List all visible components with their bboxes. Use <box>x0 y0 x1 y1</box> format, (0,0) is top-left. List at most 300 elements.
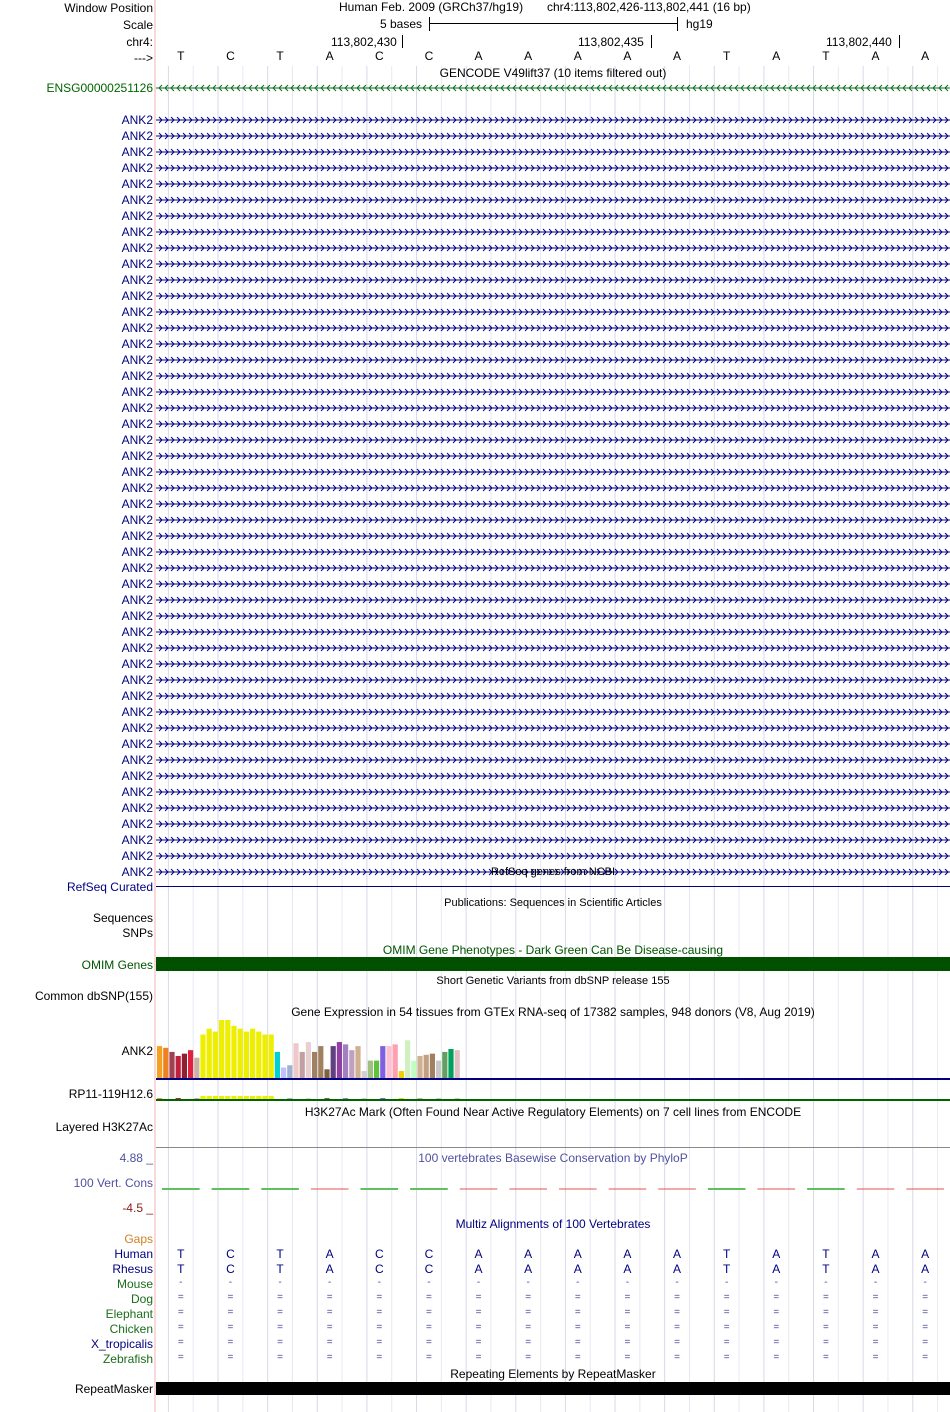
ank2-label[interactable]: ANK2 <box>121 769 153 783</box>
repeatmasker-label[interactable]: RepeatMasker <box>74 1382 153 1396</box>
alignment-base: = <box>773 1337 780 1348</box>
gtex-bar[interactable] <box>380 1046 385 1078</box>
alignment-base: A <box>573 1247 582 1261</box>
alignment-base: - <box>625 1277 630 1288</box>
alignment-base: T <box>276 1247 284 1261</box>
gtex-bar[interactable] <box>213 1032 218 1078</box>
alignment-base: = <box>723 1307 730 1318</box>
gtex-bar[interactable] <box>287 1065 292 1078</box>
ank2-transcript-feature[interactable] <box>156 355 950 365</box>
alignment-base: A <box>474 1262 483 1276</box>
alignment-base: - <box>278 1277 282 1288</box>
ank2-transcript-feature[interactable] <box>156 659 950 669</box>
species-label[interactable]: Rhesus <box>112 1262 153 1276</box>
omim-label[interactable]: OMIM Genes <box>81 958 153 972</box>
gtex-bar[interactable] <box>188 1050 193 1078</box>
gencode-title: GENCODE V49lift37 (10 items filtered out) <box>439 66 667 80</box>
alignment-base: C <box>374 1247 384 1261</box>
ank2-label[interactable]: ANK2 <box>121 273 153 287</box>
ank2-transcript-feature[interactable] <box>156 691 950 701</box>
ank2-transcript-feature[interactable] <box>156 163 950 173</box>
ank2-transcript-feature[interactable] <box>156 115 950 125</box>
refseq-title: RefSeq genes from NCBI <box>490 866 616 878</box>
alignment-base: = <box>624 1307 631 1318</box>
gaps-label[interactable]: Gaps <box>124 1232 153 1246</box>
ank2-transcript-feature[interactable] <box>156 451 950 461</box>
ank2-transcript-feature[interactable] <box>156 643 950 653</box>
alignment-base: - <box>824 1277 828 1288</box>
ensg-feature[interactable] <box>156 83 950 93</box>
ank2-label[interactable]: ANK2 <box>121 609 153 623</box>
window-position-label: Window Position <box>64 1 153 15</box>
ank2-transcript-feature[interactable] <box>156 211 950 221</box>
ank2-transcript-feature[interactable] <box>156 147 950 157</box>
refseq-feature[interactable] <box>156 886 950 887</box>
alignment-base: C <box>424 1247 434 1261</box>
ank2-label[interactable]: ANK2 <box>121 657 153 671</box>
alignment-base: = <box>574 1322 581 1333</box>
scale-bar <box>429 23 678 24</box>
gtex-bar-chart[interactable] <box>156 1018 950 1102</box>
ank2-transcript-feature[interactable] <box>156 371 950 381</box>
alignment-base: - <box>873 1277 878 1288</box>
ank2-label[interactable]: ANK2 <box>121 705 153 719</box>
alignment-base: = <box>525 1292 532 1303</box>
publications-snps-label[interactable]: SNPs <box>122 926 153 940</box>
ank2-label[interactable]: ANK2 <box>121 241 153 255</box>
h3k27ac-title: H3K27Ac Mark (Often Found Near Active Regulatory Elements) on 7 cell lines from ENCODE <box>304 1105 802 1119</box>
ank2-label[interactable]: ANK2 <box>121 225 153 239</box>
ank2-transcript-feature[interactable] <box>156 483 950 493</box>
alignment-base: T <box>822 1262 830 1276</box>
ank2-transcript-feature[interactable] <box>156 275 950 285</box>
gtex-bar[interactable] <box>182 1054 187 1078</box>
alignment-base: - <box>427 1277 431 1288</box>
alignment-base: = <box>326 1337 333 1348</box>
alignment-base: = <box>227 1322 234 1333</box>
alignment-base: = <box>674 1292 680 1303</box>
alignment-base: = <box>723 1337 730 1348</box>
ank2-transcript-feature[interactable] <box>156 387 950 397</box>
alignment-base: - <box>526 1277 530 1288</box>
ank2-label[interactable]: ANK2 <box>121 737 153 751</box>
gtex-bar[interactable] <box>405 1040 410 1078</box>
h3k27ac-label[interactable]: Layered H3K27Ac <box>55 1120 153 1134</box>
strand-label: ---> <box>134 51 153 65</box>
gtex-bar[interactable] <box>281 1068 286 1078</box>
gtex-bar[interactable] <box>225 1020 230 1078</box>
gtex-bar[interactable] <box>331 1046 336 1078</box>
alignment-base: = <box>177 1292 184 1303</box>
ank2-transcript-feature[interactable] <box>156 579 950 589</box>
base-letter: T <box>822 49 830 63</box>
gtex-bar[interactable] <box>318 1046 323 1078</box>
ank2-transcript-feature[interactable] <box>156 467 950 477</box>
ank2-transcript-feature[interactable] <box>156 819 950 829</box>
ank2-label[interactable]: ANK2 <box>121 689 153 703</box>
ank2-label[interactable]: ANK2 <box>121 577 153 591</box>
scale-bar-right <box>677 17 678 31</box>
alignment-base: = <box>574 1307 581 1318</box>
gtex-bar[interactable] <box>200 1035 205 1079</box>
alignment-base: = <box>475 1292 482 1303</box>
ank2-transcript-feature[interactable] <box>156 323 950 333</box>
alignment-base: = <box>525 1352 532 1363</box>
ank2-label[interactable]: ANK2 <box>121 353 153 367</box>
ank2-label[interactable]: ANK2 <box>121 625 153 639</box>
alignment-base: = <box>624 1322 631 1333</box>
alignment-base: A <box>871 1247 880 1261</box>
alignment-base: = <box>426 1307 432 1318</box>
ank2-transcript-feature[interactable] <box>156 595 950 605</box>
gtex-bar[interactable] <box>455 1050 460 1078</box>
scale-bar-left <box>429 17 430 31</box>
species-label[interactable]: Human <box>114 1247 153 1261</box>
species-label[interactable]: Mouse <box>116 1277 153 1291</box>
alignment-base: A <box>772 1247 781 1261</box>
alignment-base: = <box>574 1352 581 1363</box>
ank2-label[interactable]: ANK2 <box>121 481 153 495</box>
alignment-base: - <box>328 1277 332 1288</box>
alignment-base: A <box>921 1247 930 1261</box>
ank2-transcript-feature[interactable] <box>156 259 950 269</box>
alignment-base: = <box>426 1352 432 1363</box>
species-label[interactable]: Chicken <box>109 1322 153 1336</box>
alignment-base: - <box>179 1277 183 1288</box>
phylop-label[interactable]: 100 Vert. Cons <box>73 1176 153 1190</box>
ank2-transcript-feature[interactable] <box>156 403 950 413</box>
scale-label: Scale <box>122 18 153 32</box>
alignment-base: = <box>326 1292 333 1303</box>
alignment-base: = <box>872 1337 879 1348</box>
ank2-label[interactable]: ANK2 <box>121 545 153 559</box>
alignment-base: = <box>674 1352 680 1363</box>
gtex-bar[interactable] <box>176 1056 181 1078</box>
publications-sequences-label[interactable]: Sequences <box>92 911 153 925</box>
gtex-bar[interactable] <box>194 1058 199 1078</box>
ank2-transcript-feature[interactable] <box>156 563 950 573</box>
ank2-label[interactable]: ANK2 <box>121 369 153 383</box>
alignment-base: A <box>325 1262 334 1276</box>
gtex-bar[interactable] <box>219 1020 224 1078</box>
alignment-base: = <box>227 1292 234 1303</box>
gtex-bar[interactable] <box>393 1044 398 1078</box>
gtex-bar[interactable] <box>374 1061 379 1078</box>
ank2-label[interactable]: ANK2 <box>121 193 153 207</box>
ank2-label[interactable]: ANK2 <box>121 209 153 223</box>
gtex-bar[interactable] <box>386 1046 391 1078</box>
alignment-base: = <box>773 1307 780 1318</box>
gtex-bar[interactable] <box>207 1029 212 1078</box>
ank2-label[interactable]: ANK2 <box>121 401 153 415</box>
alignment-base: A <box>325 1247 334 1261</box>
ank2-label[interactable]: ANK2 <box>121 145 153 159</box>
alignment-base: = <box>773 1322 780 1333</box>
ank2-label[interactable]: ANK2 <box>121 433 153 447</box>
ank2-label[interactable]: ANK2 <box>121 641 153 655</box>
base-letter: C <box>226 49 235 63</box>
ank2-transcript-feature[interactable] <box>156 291 950 301</box>
gtex-bar[interactable] <box>399 1071 404 1078</box>
alignment-base: = <box>426 1322 432 1333</box>
ensg-label[interactable]: ENSG00000251126 <box>46 81 153 95</box>
ank2-label[interactable]: ANK2 <box>121 177 153 191</box>
ank2-transcript-feature[interactable] <box>156 179 950 189</box>
alignment-base: - <box>923 1277 927 1288</box>
alignment-base: = <box>823 1307 829 1318</box>
gtex-bar[interactable] <box>442 1052 447 1078</box>
phylop-track[interactable] <box>156 1182 950 1194</box>
ank2-transcript-feature[interactable] <box>156 131 950 141</box>
ank2-transcript-feature[interactable] <box>156 707 950 717</box>
ank2-transcript-feature[interactable] <box>156 755 950 765</box>
db-label: hg19 <box>686 17 713 31</box>
tick-label-2: 113,802,435 <box>578 35 644 49</box>
species-label[interactable]: Elephant <box>105 1307 153 1321</box>
ank2-label[interactable]: ANK2 <box>121 385 153 399</box>
alignment-base: A <box>573 1262 582 1276</box>
alignment-base: = <box>475 1307 482 1318</box>
ank2-transcript-feature[interactable] <box>156 419 950 429</box>
ank2-transcript-feature[interactable] <box>156 611 950 621</box>
alignment-base: - <box>476 1277 481 1288</box>
gtex-bar[interactable] <box>324 1069 329 1078</box>
ank2-label[interactable]: ANK2 <box>121 817 153 831</box>
alignment-base: = <box>922 1352 929 1363</box>
gtex-bar[interactable] <box>293 1043 298 1078</box>
ank2-label[interactable]: ANK2 <box>121 753 153 767</box>
ank2-label[interactable]: ANK2 <box>121 417 153 431</box>
gtex-bar[interactable] <box>244 1032 249 1078</box>
gtex-bar[interactable] <box>269 1035 274 1079</box>
alignment-base: - <box>228 1277 233 1288</box>
alignment-base: A <box>673 1247 682 1261</box>
gtex-bar[interactable] <box>368 1061 373 1078</box>
gtex-bar[interactable] <box>448 1049 453 1078</box>
ank2-label[interactable]: ANK2 <box>121 785 153 799</box>
alignment-base: = <box>376 1292 383 1303</box>
ank2-transcript-feature[interactable] <box>156 851 950 861</box>
alignment-base: = <box>922 1322 929 1333</box>
base-letter: A <box>325 49 334 63</box>
ank2-transcript-feature[interactable] <box>156 739 950 749</box>
phylop-min-label: -4.5 _ <box>122 1201 153 1215</box>
alignment-base: = <box>326 1352 333 1363</box>
phylop-title: 100 vertebrates Basewise Conservation by PhyloP <box>418 1151 688 1165</box>
alignment-base: = <box>277 1337 283 1348</box>
ank2-transcript-feature[interactable] <box>156 515 950 525</box>
alignment-base: = <box>624 1337 631 1348</box>
ank2-transcript-feature[interactable] <box>156 243 950 253</box>
species-label[interactable]: Zebrafish <box>102 1352 153 1366</box>
alignment-base: C <box>226 1262 235 1276</box>
gtex-bar[interactable] <box>411 1061 416 1078</box>
alignment-base: = <box>922 1307 929 1318</box>
alignment-base: = <box>922 1292 929 1303</box>
ank2-label[interactable]: ANK2 <box>121 497 153 511</box>
alignment-base: A <box>623 1262 632 1276</box>
omim-title: OMIM Gene Phenotypes - Dark Green Can Be Disease-causing <box>382 943 724 957</box>
h3k27ac-baseline <box>156 1147 950 1148</box>
alignment-base: = <box>277 1352 283 1363</box>
gtex-bar[interactable] <box>262 1035 267 1079</box>
alignment-base: - <box>377 1277 381 1288</box>
gtex-bar[interactable] <box>424 1055 429 1078</box>
gtex-bar[interactable] <box>157 1046 162 1078</box>
ank2-transcript-feature[interactable] <box>156 803 950 813</box>
ank2-transcript-feature[interactable] <box>156 339 950 349</box>
ank2-label[interactable]: ANK2 <box>121 721 153 735</box>
ank2-transcript-feature[interactable] <box>156 499 950 509</box>
species-label[interactable]: X_tropicalis <box>90 1337 153 1351</box>
gtex-bar[interactable] <box>275 1052 280 1078</box>
gtex-bar[interactable] <box>417 1056 422 1078</box>
alignment-base: = <box>227 1352 234 1363</box>
alignment-base: - <box>576 1277 580 1288</box>
gtex-bar[interactable] <box>349 1050 354 1078</box>
alignment-base: = <box>872 1322 879 1333</box>
assembly-title: Human Feb. 2009 (GRCh37/hg19) <box>339 0 524 14</box>
gtex-bar[interactable] <box>337 1042 342 1078</box>
ank2-label[interactable]: ANK2 <box>121 337 153 351</box>
alignment-base: A <box>524 1247 533 1261</box>
multiz-title: Multiz Alignments of 100 Vertebrates <box>455 1217 651 1231</box>
repeatmasker-feature[interactable] <box>156 1382 950 1395</box>
gtex-bar[interactable] <box>300 1052 305 1078</box>
ank2-label[interactable]: ANK2 <box>121 849 153 863</box>
base-letter: A <box>871 49 880 63</box>
ank2-label[interactable]: ANK2 <box>121 673 153 687</box>
ank2-transcript-feature[interactable] <box>156 195 950 205</box>
alignment-base: = <box>823 1292 829 1303</box>
gtex-bar[interactable] <box>312 1052 317 1078</box>
ank2-transcript-feature[interactable] <box>156 627 950 637</box>
gtex-bar[interactable] <box>362 1071 367 1078</box>
ank2-label[interactable]: ANK2 <box>121 465 153 479</box>
ank2-transcript-feature[interactable] <box>156 675 950 685</box>
alignment-base: = <box>872 1292 879 1303</box>
ank2-label[interactable]: ANK2 <box>121 865 153 879</box>
base-letter: T <box>177 49 185 63</box>
ank2-label[interactable]: ANK2 <box>121 529 153 543</box>
dbsnp-label[interactable]: Common dbSNP(155) <box>34 989 153 1003</box>
gtex-bar[interactable] <box>163 1048 168 1078</box>
alignment-base: = <box>823 1337 829 1348</box>
alignment-base: A <box>772 1262 781 1276</box>
base-letter: C <box>424 49 434 63</box>
alignment-base: = <box>773 1352 780 1363</box>
ank2-transcript-feature[interactable] <box>156 787 950 797</box>
gtex-bar[interactable] <box>355 1046 360 1078</box>
alignment-base: = <box>674 1322 680 1333</box>
alignment-base: = <box>723 1352 730 1363</box>
ank2-label[interactable]: ANK2 <box>121 161 153 175</box>
ank2-label[interactable]: ANK2 <box>121 561 153 575</box>
base-letter: T <box>723 49 731 63</box>
ank2-label[interactable]: ANK2 <box>121 833 153 847</box>
gtex-bar[interactable] <box>250 1029 255 1078</box>
gtex-ank2-label[interactable]: ANK2 <box>121 1044 153 1058</box>
gtex-bar[interactable] <box>169 1052 174 1078</box>
base-letter: A <box>673 49 682 63</box>
tick-mark-2 <box>651 35 652 48</box>
alignment-base: T <box>723 1247 731 1261</box>
ank2-transcript-feature[interactable] <box>156 723 950 733</box>
base-letter: A <box>772 49 781 63</box>
ank2-label[interactable]: ANK2 <box>121 113 153 127</box>
alignment-base: = <box>574 1337 581 1348</box>
omim-feature[interactable] <box>156 957 950 971</box>
alignment-base: = <box>227 1307 234 1318</box>
alignment-base: C <box>374 1262 384 1276</box>
alignment-base: A <box>524 1262 533 1276</box>
ank2-label[interactable]: ANK2 <box>121 129 153 143</box>
ank2-transcript-feature[interactable] <box>156 435 950 445</box>
ank2-label[interactable]: ANK2 <box>121 321 153 335</box>
alignment-base: A <box>474 1247 483 1261</box>
alignment-base: = <box>177 1352 184 1363</box>
refseq-label[interactable]: RefSeq Curated <box>66 880 153 894</box>
alignment-base: = <box>376 1352 383 1363</box>
gtex-bar[interactable] <box>231 1026 236 1078</box>
alignment-base: C <box>424 1262 434 1276</box>
alignment-base: T <box>723 1262 731 1276</box>
alignment-base: A <box>673 1262 682 1276</box>
gtex-bar[interactable] <box>430 1054 435 1078</box>
base-letter: A <box>921 49 930 63</box>
gtex-bar[interactable] <box>436 1061 441 1078</box>
ank2-transcript-feature[interactable] <box>156 835 950 845</box>
tick-label-1: 113,802,430 <box>331 35 397 49</box>
ank2-transcript-feature[interactable] <box>156 771 950 781</box>
scale-value: 5 bases <box>380 17 423 31</box>
ank2-transcript-feature[interactable] <box>156 531 950 541</box>
gtex-bar[interactable] <box>256 1032 261 1078</box>
publications-title: Publications: Sequences in Scientific Articles <box>444 897 662 909</box>
alignment-base: = <box>624 1292 631 1303</box>
ank2-transcript-feature[interactable] <box>156 547 950 557</box>
ank2-label[interactable]: ANK2 <box>121 801 153 815</box>
repeatmasker-title: Repeating Elements by RepeatMasker <box>450 1367 656 1381</box>
ank2-transcript-feature[interactable] <box>156 227 950 237</box>
ank2-label[interactable]: ANK2 <box>121 449 153 463</box>
gtex-bar[interactable] <box>343 1044 348 1078</box>
alignment-base: T <box>177 1247 185 1261</box>
ank2-label[interactable]: ANK2 <box>121 289 153 303</box>
gtex-rp11-label[interactable]: RP11-119H12.6 <box>68 1087 153 1101</box>
ank2-label[interactable]: ANK2 <box>121 513 153 527</box>
ank2-transcript-feature[interactable] <box>156 307 950 317</box>
alignment-base: = <box>475 1352 482 1363</box>
position-readout: chr4:113,802,426-113,802,441 (16 bp) <box>547 0 751 14</box>
gtex-bar[interactable] <box>306 1042 311 1078</box>
alignment-base: T <box>822 1247 830 1261</box>
alignment-base: = <box>525 1322 532 1333</box>
alignment-base: = <box>823 1322 829 1333</box>
alignment-base: A <box>623 1247 632 1261</box>
alignment-base: A <box>921 1262 930 1276</box>
alignment-base: = <box>326 1307 333 1318</box>
alignment-base: = <box>426 1337 432 1348</box>
ank2-label[interactable]: ANK2 <box>121 305 153 319</box>
species-label[interactable]: Dog <box>130 1292 153 1306</box>
alignment-base: = <box>723 1322 730 1333</box>
alignment-base: = <box>475 1322 482 1333</box>
ank2-label[interactable]: ANK2 <box>121 257 153 271</box>
alignment-base: C <box>226 1247 235 1261</box>
gtex-bar[interactable] <box>238 1029 243 1078</box>
ank2-label[interactable]: ANK2 <box>121 593 153 607</box>
